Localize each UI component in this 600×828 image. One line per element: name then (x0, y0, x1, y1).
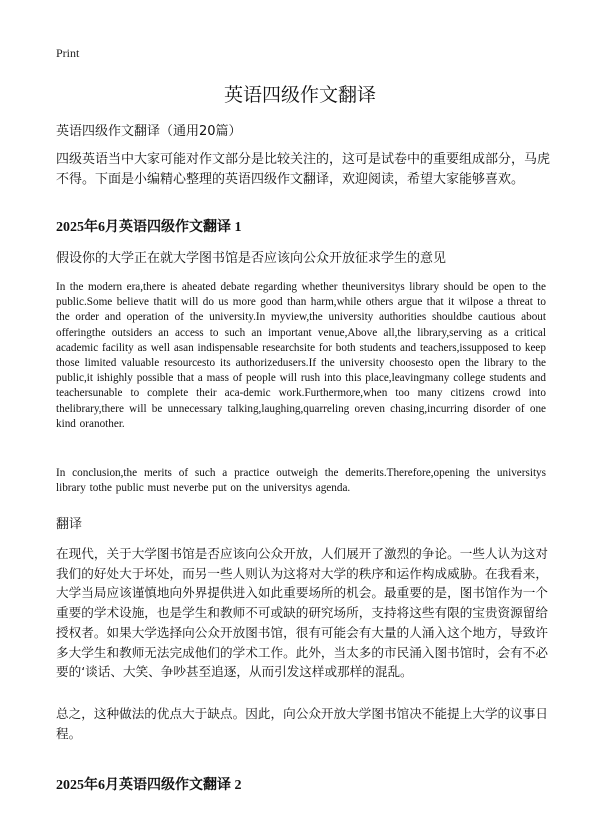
chinese-paragraph-1: 在现代，关于大学图书馆是否应该向公众开放，人们展开了激烈的争论。一些人认为这对我们的好处大于坏处，而另一些人则认为这将对大学的秩序和运作构成威胁。在我看来，大学当局应该谨慎地向外界提供进入如此重要场所的机会。最重要的是，图书馆作为一个重要的学术设施，也是学生和教师不可或缺的研究场所，支持将这些有限的宝贵资源留给授权者。如果大学选择向公众开放图书馆，很有可能会有大量的人涌入这个地方，导致许多大学生和教师无法完成他们的学术工作。此外，当太多的市民涌入图书馆时，会有不必要的‘谈话、大笑、争吵甚至追逐，从而引发这样或那样的混乱。 (56, 546, 548, 680)
section-heading-1: 2025年6月英语四级作文翻译 1 (56, 220, 242, 235)
english-paragraph-1: In the modern era,there is aheated debate regarding whether theuniversitys library should be open to the public.Some believe thatit will do us more good than harm,while others argue that it wilpose a threat to the order and operation of the university.In myview,the university authorities shouldbe cautious about offeringthe outsiders an access to such an important venue,Above all,the library,serving as a critical academic facility as well asan indispensable researchsite for both students and teachers,issupposed to keep those limited valuable resourcesto its authorizedusers.If the university choosesto open the library to the public,it ishighly possible that a mass of people will rush into this place,leavingmany college students and teachersunable to complete their aca-demic work.Furthermore,when too many citizens crowd into thelibrary,there will be unnecessary talking,laughing,quarreling oreven chasing,incurring disorder of one kind oranother. (56, 281, 546, 430)
english-paragraph-2: In conclusion,the merits of such a practice outweigh the demerits.Therefore,opening the universitys library tothe public must neverbe put on the universitys agenda. (56, 467, 546, 495)
document-subtitle: 英语四级作文翻译（通用20篇） (56, 124, 242, 139)
essay-prompt: 假设你的大学正在就大学图书馆是否应该向公众开放征求学生的意见 (56, 251, 447, 266)
chinese-paragraph-2: 总之，这种做法的优点大于缺点。因此，向公众开放大学图书馆决不能提上大学的议事日程。 (56, 706, 548, 741)
intro-paragraph: 四级英语当中大家可能对作文部分是比较关注的，这可是试卷中的重要组成部分，马虎不得。下面是小编精心整理的英语四级作文翻译，欢迎阅读，希望大家能够喜欢。 (56, 152, 551, 187)
print-label[interactable]: Print (56, 46, 80, 60)
translation-label: 翻译 (56, 517, 83, 532)
page-title: 英语四级作文翻译 (223, 84, 376, 106)
section-heading-2: 2025年6月英语四级作文翻译 2 (56, 778, 242, 793)
